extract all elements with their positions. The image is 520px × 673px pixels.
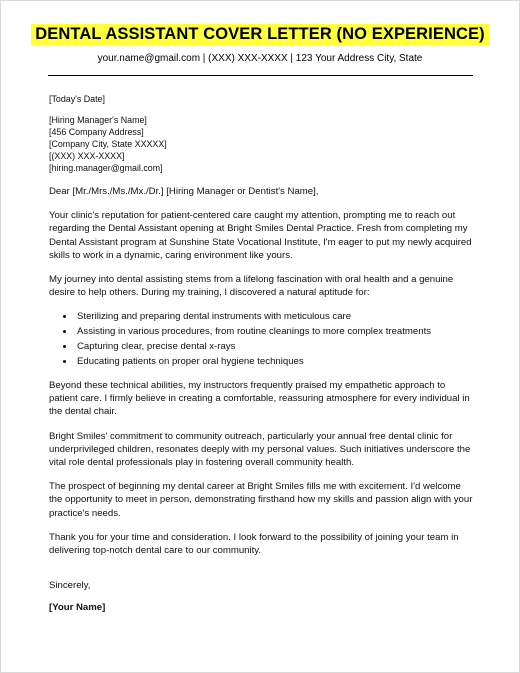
page-title: DENTAL ASSISTANT COVER LETTER (NO EXPERIENCE) [31, 24, 488, 45]
salutation: Dear [Mr./Mrs./Ms./Mx./Dr.] [Hiring Manager or Dentist's Name], [49, 186, 319, 197]
title-wrap [1, 24, 519, 45]
closing: Sincerely, [49, 580, 91, 592]
recipient-email: [hiring.manager@gmail.com] [49, 163, 163, 173]
paragraph-4: Bright Smiles' commitment to community outreach, particularly your annual free dental clinic for underprivileged children, resonates deeply with my personal values. Such initiatives underscore the vital role dental professionals play in fostering overall community health. [49, 430, 471, 469]
letter-body [49, 93, 474, 615]
date-block [49, 93, 474, 105]
paragraph-2: My journey into dental assisting stems from a lifelong fascination with oral health and a genuine desire to help others. During my training, I discovered a natural aptitude for: [49, 274, 454, 299]
recipient-phone: [(XXX) XXX-XXXX] [49, 151, 125, 161]
header-divider [48, 75, 473, 76]
signature: [Your Name] [49, 602, 106, 614]
letter-date: [Today's Date] [49, 94, 105, 104]
list-item: • Assisting in various procedures, from routine cleanings to more complex treatments [75, 325, 474, 338]
paragraph-3: Beyond these technical abilities, my instructors frequently praised my empathetic approach to patient care. I firmly believe in creating a comfortable, reassuring atmosphere for every individual in the dental chair. [49, 380, 470, 418]
recipient-block [49, 114, 474, 174]
recipient-company-address: [456 Company Address] [49, 127, 144, 137]
list-item: • Capturing clear, precise dental x-rays [75, 340, 474, 353]
aptitude-list [49, 310, 474, 368]
list-item: • Educating patients on proper oral hygiene techniques [75, 355, 474, 368]
contact-line: your.name@gmail.com | (XXX) XXX-XXXX | 123 Your Address City, State [97, 53, 423, 64]
recipient-name: [Hiring Manager's Name] [49, 115, 147, 125]
paragraph-6: Thank you for your time and consideration. I look forward to the possibility of joining your team in delivering top-notch dental care to our community. [49, 531, 459, 557]
list-item: • Sterilizing and preparing dental instruments with meticulous care [75, 310, 474, 323]
paragraph-5: The prospect of beginning my dental career at Bright Smiles fills me with excitement. I'd welcome the opportunity to meet in person, demonstrating firsthand how my skills and passion align with your practice's needs. [49, 481, 473, 519]
recipient-city-state: [Company City, State XXXXX] [49, 139, 167, 149]
paragraph-1: Your clinic's reputation for patient-centered care caught my attention, prompting me to reach out regarding the Dental Assistant opening at Bright Smiles Dental Practice. Fresh from completing my Dental Assistant program at Sunshine State Vocational Institute, I'm eager to put my newly acquired skills to work in a dynamic, caring environment like yours. [49, 210, 472, 261]
